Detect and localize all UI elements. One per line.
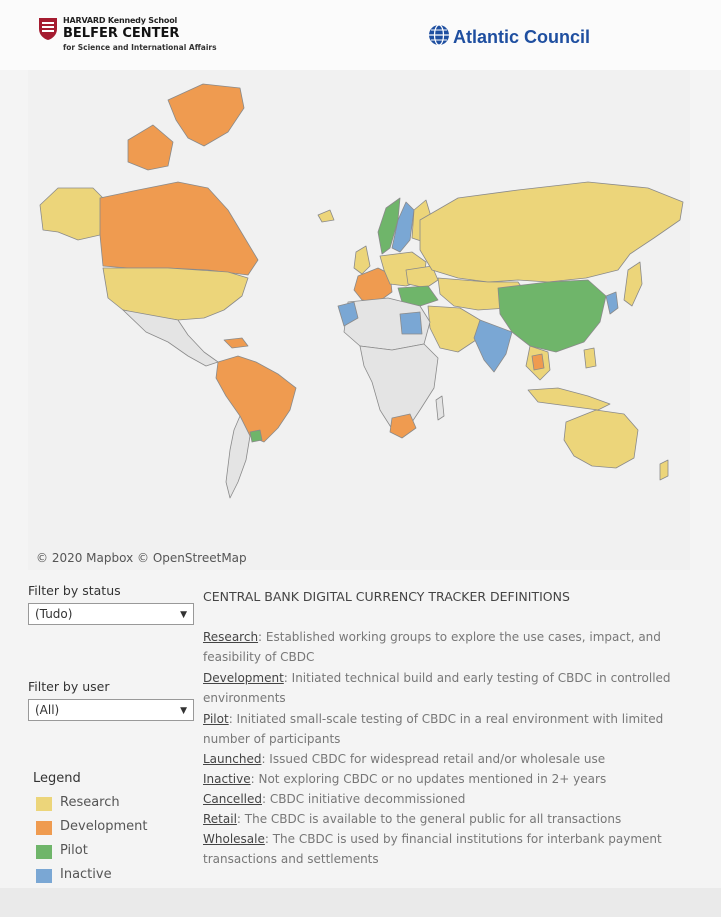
legend-label-research: Research xyxy=(60,795,120,810)
bottom-strip xyxy=(0,888,721,917)
definitions-title: CENTRAL BANK DIGITAL CURRENCY TRACKER DEFINITIONS xyxy=(203,589,570,604)
country-japan[interactable] xyxy=(624,262,642,306)
belfer-subtitle-text: for Science and International Affairs xyxy=(63,43,217,52)
filter-status-label: Filter by status xyxy=(28,583,121,598)
definition-text: : Initiated technical build and early testing of CBDC in controlled environments xyxy=(203,671,671,705)
dropdown-arrow-icon[interactable]: ▼ xyxy=(180,706,187,716)
legend-label-development: Development xyxy=(60,819,148,834)
country-india[interactable] xyxy=(474,320,512,372)
definition-text: : Not exploring CBDC or no updates mentioned in 2+ years xyxy=(250,772,607,786)
harvard-kennedy-school-text: HARVARD Kennedy School xyxy=(63,16,178,25)
filter-user-value: (All) xyxy=(35,703,60,717)
world-map-svg[interactable] xyxy=(28,70,690,570)
country-philippines[interactable] xyxy=(584,348,596,368)
definition-launched xyxy=(203,749,693,769)
region-caribbean[interactable] xyxy=(224,338,248,348)
definition-term: Retail xyxy=(203,812,237,826)
country-greenland[interactable] xyxy=(168,84,244,146)
country-south-korea[interactable] xyxy=(606,292,618,314)
country-new-zealand[interactable] xyxy=(660,460,668,480)
filter-user-select[interactable] xyxy=(28,699,194,721)
legend-label-pilot: Pilot xyxy=(60,843,88,858)
definition-text: : The CBDC is used by financial institutions for interbank payment transactions and settlements xyxy=(203,832,662,866)
country-canada[interactable] xyxy=(100,182,258,275)
filter-status-value: (Tudo) xyxy=(35,607,73,621)
region-middle-east[interactable] xyxy=(428,306,480,352)
legend-swatch-research xyxy=(36,797,52,811)
shield-icon xyxy=(38,17,58,41)
country-egypt[interactable] xyxy=(400,312,422,334)
definition-term: Research xyxy=(203,630,259,644)
definition-research xyxy=(203,627,693,667)
definition-cancelled xyxy=(203,789,693,809)
definition-term: Launched xyxy=(203,752,262,766)
country-china[interactable] xyxy=(498,280,606,352)
definition-term: Inactive xyxy=(203,772,251,786)
dropdown-arrow-icon[interactable]: ▼ xyxy=(180,610,187,620)
legend-swatch-inactive xyxy=(36,869,52,883)
map-attribution: © 2020 Mapbox © OpenStreetMap xyxy=(36,551,247,565)
legend-swatch-pilot xyxy=(36,845,52,859)
definition-text: : Issued CBDC for widespread retail and/or wholesale use xyxy=(261,752,606,766)
belfer-center-text: BELFER CENTER xyxy=(63,26,180,41)
country-uk[interactable] xyxy=(354,246,370,274)
definition-text: : The CBDC is available to the general public for all transactions xyxy=(236,812,622,826)
definition-development xyxy=(203,668,693,708)
country-canada-arctic[interactable] xyxy=(128,125,173,170)
atlantic-council-text: Atlantic Council xyxy=(453,27,591,47)
legend-title: Legend xyxy=(33,771,81,786)
region-indonesia-philippines[interactable] xyxy=(528,388,610,410)
country-alaska[interactable] xyxy=(40,188,103,240)
definition-inactive xyxy=(203,769,693,789)
definition-text: : CBDC initiative decommissioned xyxy=(262,792,466,806)
filter-status-select[interactable] xyxy=(28,603,194,625)
country-madagascar[interactable] xyxy=(436,396,444,420)
definition-term: Development xyxy=(203,671,284,685)
definition-term: Pilot xyxy=(203,712,229,726)
definition-term: Cancelled xyxy=(203,792,262,806)
definition-text: : Established working groups to explore the use cases, impact, and feasibility of CBDC xyxy=(203,630,661,664)
region-south-america-north[interactable] xyxy=(216,356,296,442)
country-uruguay[interactable] xyxy=(250,430,262,442)
country-iceland[interactable] xyxy=(318,210,334,222)
globe-icon xyxy=(428,24,450,46)
region-southern-cone[interactable] xyxy=(226,416,250,498)
definition-term: Wholesale xyxy=(203,832,265,846)
definition-wholesale xyxy=(203,829,693,869)
definition-pilot xyxy=(203,709,693,749)
legend-label-inactive: Inactive xyxy=(60,867,112,882)
filter-user-label: Filter by user xyxy=(28,679,110,694)
country-australia[interactable] xyxy=(564,410,638,468)
world-map[interactable] xyxy=(28,70,690,570)
header xyxy=(0,0,721,70)
legend-swatch-development xyxy=(36,821,52,835)
country-russia[interactable] xyxy=(420,182,683,282)
definition-retail xyxy=(203,809,693,829)
country-thailand[interactable] xyxy=(532,354,544,370)
definition-text: : Initiated small-scale testing of CBDC in a real environment with limited number of participants xyxy=(203,712,664,746)
